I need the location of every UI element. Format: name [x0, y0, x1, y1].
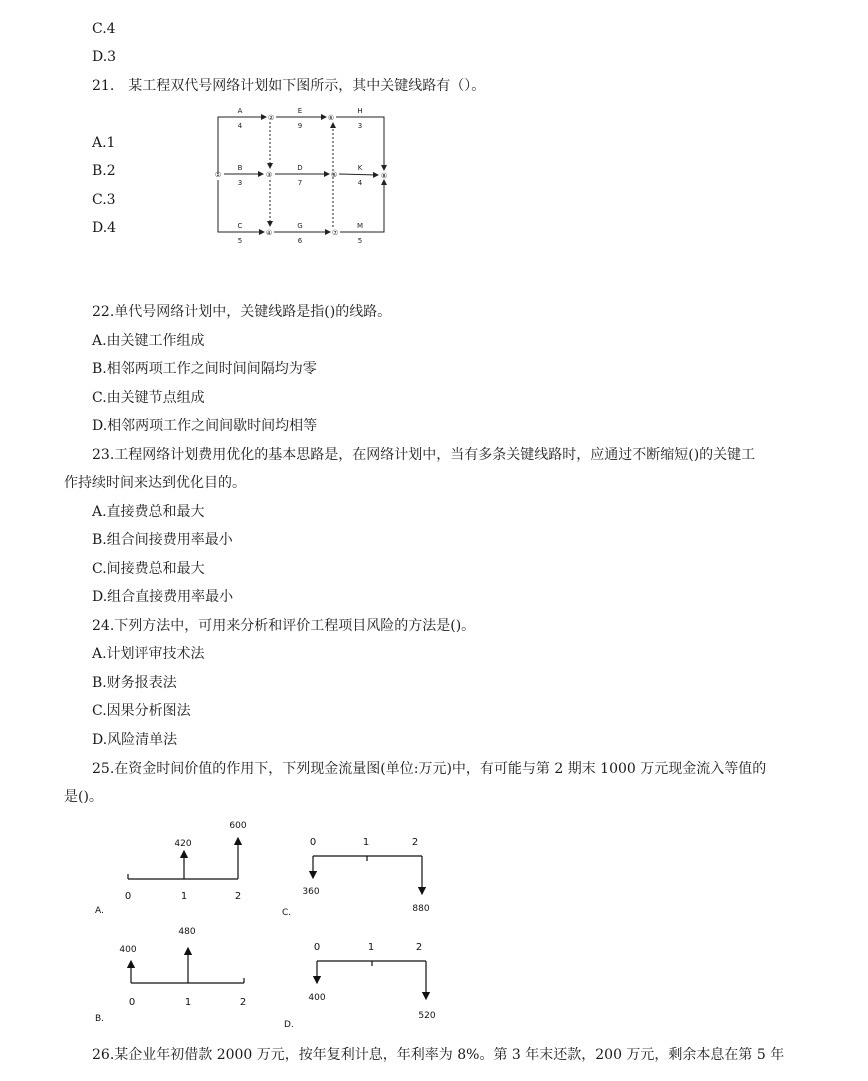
activity-c: C	[237, 222, 243, 230]
flow-a-1: 420	[174, 839, 192, 849]
cashflow-diagram-b	[95, 927, 246, 1024]
period-d-2: 2	[415, 942, 423, 953]
duration-b: 3	[237, 179, 243, 187]
node-6: ⑥	[327, 114, 335, 122]
node-7: ⑦	[331, 229, 339, 237]
cashflow-diagram-a	[95, 821, 247, 916]
q24-option-a: A.计划评审技术法	[92, 646, 205, 662]
node-3: ③	[265, 171, 273, 179]
activity-k: K	[357, 164, 363, 172]
duration-k: 4	[357, 179, 363, 187]
period-a-0: 0	[124, 891, 132, 902]
period-a-1: 1	[180, 891, 188, 902]
q24-option-c: C.因果分析图法	[92, 703, 191, 719]
node-1: ①	[214, 171, 222, 179]
q25-stem-line2: 是()。	[64, 789, 103, 805]
q21-option-c: C.3	[92, 192, 116, 208]
flow-b-1: 480	[178, 927, 196, 937]
duration-c: 5	[237, 237, 243, 245]
q24-option-d: D.风险清单法	[92, 732, 178, 748]
q23-stem-line1: 23.工程网络计划费用优化的基本思路是，在网络计划中，当有多条关键线路时，应通过不断缩短()的关键工	[92, 447, 756, 463]
q23-option-c: C.间接费总和最大	[92, 561, 205, 577]
duration-e: 9	[297, 122, 303, 130]
activity-e: E	[297, 107, 303, 115]
duration-a: 4	[237, 122, 243, 130]
q22-option-c: C.由关键节点组成	[92, 390, 205, 406]
q20-option-d: D.3	[92, 49, 117, 65]
q21-network-diagram	[205, 104, 400, 249]
period-d-1: 1	[367, 942, 375, 953]
node-8: ⑧	[380, 172, 388, 180]
activity-m: M	[356, 222, 364, 230]
duration-m: 5	[357, 237, 363, 245]
label-c: C.	[282, 908, 292, 918]
flow-b-0: 400	[119, 945, 137, 955]
flow-d-2: 520	[418, 1011, 436, 1021]
period-b-2: 2	[239, 997, 247, 1008]
activity-d: D	[297, 164, 303, 172]
q22-option-a: A.由关键工作组成	[92, 333, 205, 349]
cashflow-diagram-c	[282, 837, 430, 918]
q24-option-b: B.财务报表法	[92, 675, 177, 691]
cashflow-diagram-d	[284, 942, 436, 1030]
q21-option-b: B.2	[92, 163, 116, 179]
period-c-1: 1	[362, 837, 370, 848]
duration-h: 3	[357, 122, 363, 130]
q22-option-b: B.相邻两项工作之间时间间隔均为零	[92, 361, 317, 377]
q23-option-b: B.组合间接费用率最小	[92, 532, 233, 548]
q24-stem: 24.下列方法中，可用来分析和评价工程项目风险的方法是()。	[92, 618, 476, 634]
node-4: ④	[265, 229, 273, 237]
q20-option-c: C.4	[92, 21, 116, 37]
label-b: B.	[95, 1014, 105, 1024]
q21-option-a: A.1	[92, 135, 116, 151]
node-2: ②	[267, 114, 275, 122]
flow-d-0: 400	[308, 993, 326, 1003]
activity-g: G	[297, 222, 303, 230]
flow-c-2: 880	[412, 904, 430, 914]
q23-option-a: A.直接费总和最大	[92, 504, 205, 520]
q21-stem: 21. 某工程双代号网络计划如下图所示，其中关键线路有（）。	[92, 78, 486, 94]
duration-d: 7	[297, 179, 303, 187]
flow-a-2: 600	[229, 821, 247, 831]
label-d: D.	[284, 1020, 294, 1030]
period-b-0: 0	[128, 997, 136, 1008]
period-a-2: 2	[234, 891, 242, 902]
activity-b: B	[237, 164, 243, 172]
label-a: A.	[95, 906, 104, 916]
q22-option-d: D.相邻两项工作之间间歇时间均相等	[92, 418, 318, 434]
q23-stem-line2: 作持续时间来达到优化目的。	[64, 475, 246, 491]
activity-h: H	[357, 107, 363, 115]
node-5: ⑤	[330, 171, 338, 179]
period-c-2: 2	[411, 837, 419, 848]
q25-stem-line1: 25.在资金时间价值的作用下，下列现金流量图(单位:万元)中，有可能与第 2 期末 1000 万元现金流入等值的	[92, 761, 767, 777]
period-d-0: 0	[313, 942, 321, 953]
flow-c-0: 360	[302, 887, 320, 897]
duration-g: 6	[297, 237, 303, 245]
q26-stem: 26.某企业年初借款 2000 万元，按年复利计息，年利率为 8%。第 3 年末还款，200 万元，剩余本息在第 5 年	[92, 1047, 785, 1063]
activity-a: A	[237, 107, 243, 115]
period-c-0: 0	[309, 837, 317, 848]
q25-cashflow-diagrams	[80, 812, 450, 1037]
q23-option-d: D.组合直接费用率最小	[92, 589, 234, 605]
q22-stem: 22.单代号网络计划中，关键线路是指()的线路。	[92, 304, 392, 320]
period-b-1: 1	[184, 997, 192, 1008]
q21-option-d: D.4	[92, 220, 117, 236]
